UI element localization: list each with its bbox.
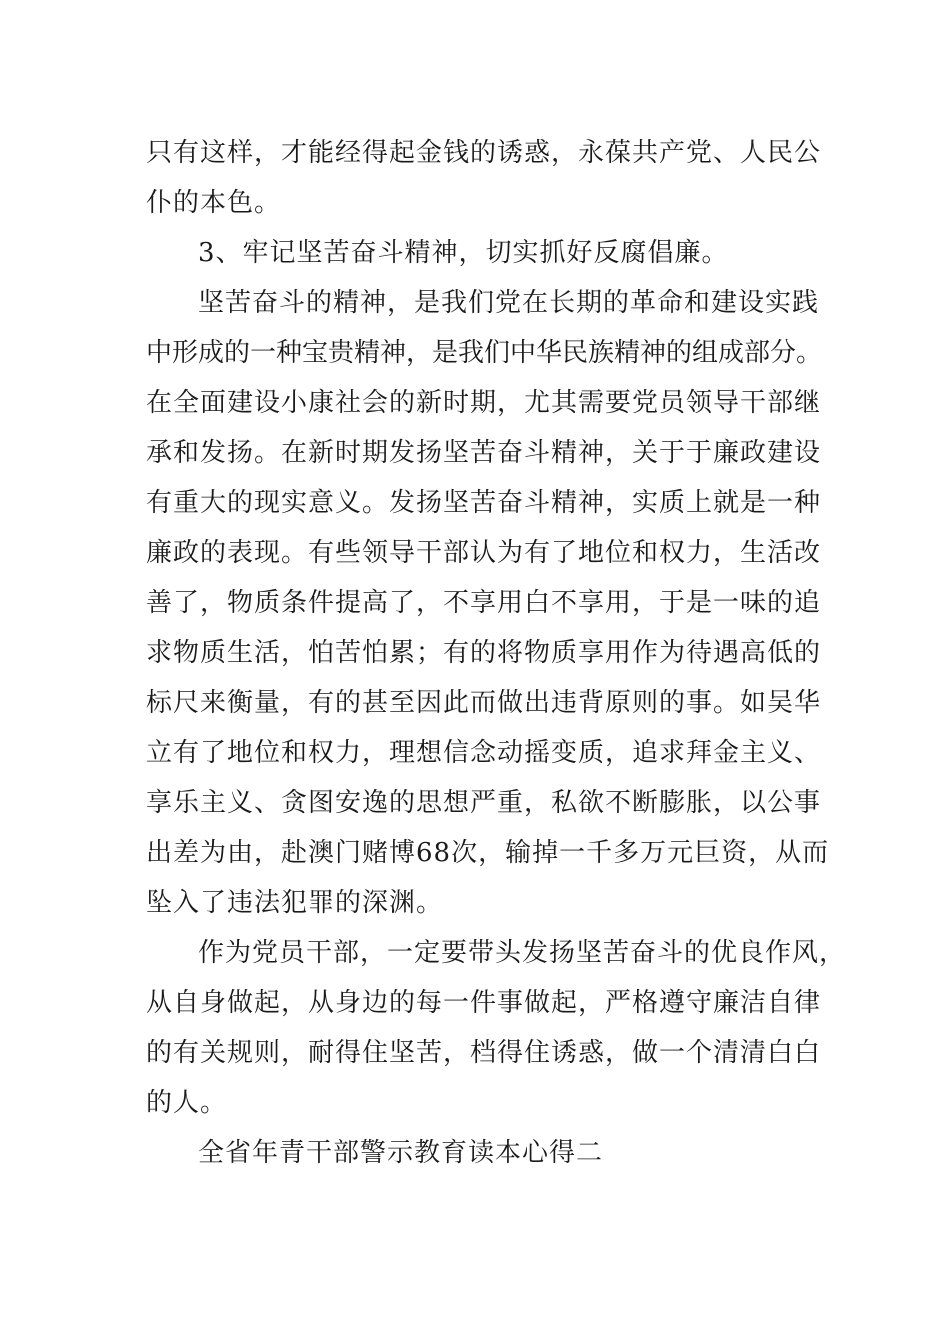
text-line: 承和发扬。在新时期发扬坚苦奋斗精神，关于于廉政建设 <box>146 438 822 468</box>
text-line: 善了，物质条件提高了，不享用白不享用，于是一味的追 <box>146 588 822 618</box>
text-line: 有重大的现实意义。发扬坚苦奋斗精神，实质上就是一种 <box>146 488 822 518</box>
text-line: 标尺来衡量，有的甚至因此而做出违背原则的事。如吴华 <box>146 688 822 718</box>
text-line: 在全面建设小康社会的新时期，尤其需要党员领导干部继 <box>146 388 822 418</box>
section-heading: 3、牢记坚苦奋斗精神，切实抓好反腐倡廉。 <box>198 238 729 268</box>
next-section-title: 全省年青干部警示教育读本心得二 <box>198 1138 604 1168</box>
text-line: 的有关规则，耐得住坚苦，档得住诱惑，做一个清清白白 <box>146 1038 822 1068</box>
text-line: 从自身做起，从身边的每一件事做起，严格遵守廉洁自律 <box>146 988 822 1018</box>
text-line: 仆的本色。 <box>146 188 282 218</box>
paragraph-start: 坚苦奋斗的精神，是我们党在长期的革命和建设实践 <box>198 288 820 318</box>
text-line: 中形成的一种宝贵精神，是我们中华民族精神的组成部分。 <box>146 338 823 368</box>
text-line: 求物质生活，怕苦怕累；有的将物质享用作为待遇高低的 <box>146 638 822 668</box>
text-line: 只有这样，才能经得起金钱的诱惑，永葆共产党、人民公 <box>146 138 822 168</box>
text-line: 享乐主义、贪图安逸的思想严重，私欲不断膨胀，以公事 <box>146 788 822 818</box>
text-line: 的人。 <box>146 1088 228 1118</box>
paragraph-start: 作为党员干部，一定要带头发扬坚苦奋斗的优良作风， <box>198 938 847 968</box>
text-line: 廉政的表现。有些领导干部认为有了地位和权力，生活改 <box>146 538 822 568</box>
text-line: 坠入了违法犯罪的深渊。 <box>146 888 444 918</box>
text-line: 出差为由，赴澳门赌博68次，输掉一千多万元巨资，从而 <box>146 838 830 868</box>
text-line: 立有了地位和权力，理想信念动摇变质，追求拜金主义、 <box>146 738 822 768</box>
